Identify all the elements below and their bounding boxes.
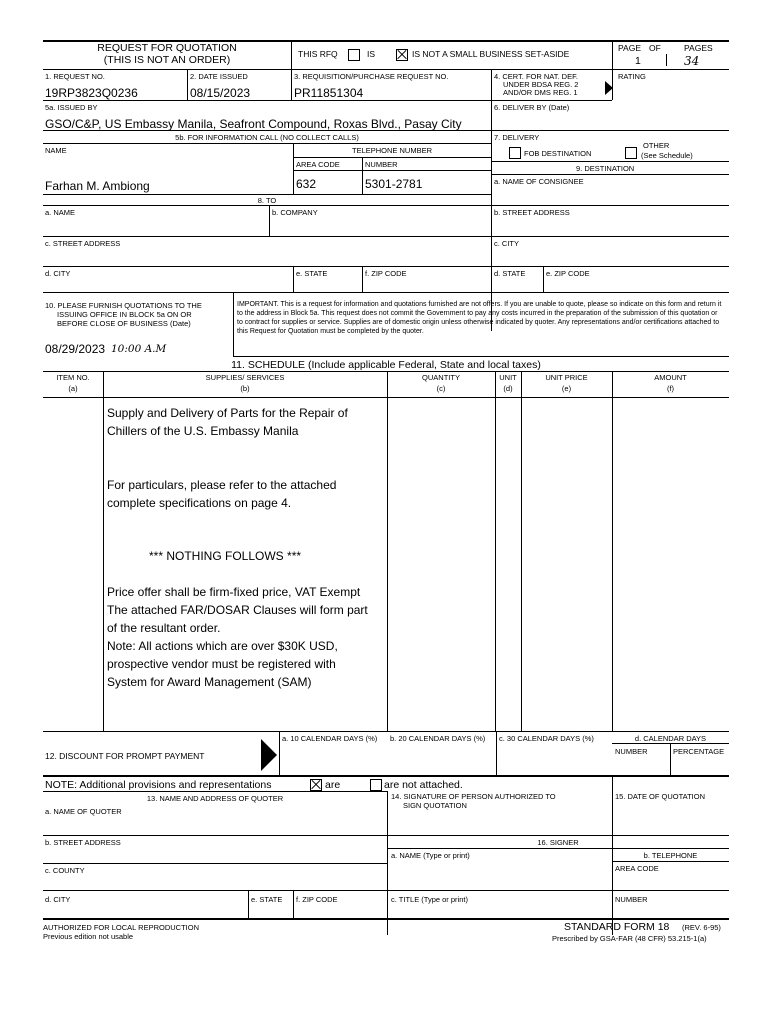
is-set-aside-checkbox[interactable] <box>348 49 360 61</box>
to-city-label: d. CITY <box>45 269 71 278</box>
signer-area-code-label: AREA CODE <box>615 864 659 873</box>
info-call-label: 5b. FOR INFORMATION CALL (NO COLLECT CALLS) <box>175 133 359 142</box>
pages-value: 34 <box>684 54 700 68</box>
area-code-value: 632 <box>296 177 317 191</box>
col-item-no-sub: (a) <box>68 384 78 393</box>
fob-destination-label: FOB DESTINATION <box>524 149 592 158</box>
delivery-label: 7. DELIVERY <box>494 133 540 142</box>
discount-arrow-icon <box>261 739 277 771</box>
schedule-line: prospective vendor must be registered with <box>107 657 336 671</box>
col-supplies-sub: (b) <box>240 384 250 393</box>
page-value: 1 <box>635 55 641 67</box>
fob-destination-checkbox[interactable] <box>509 147 521 159</box>
quote-due-time-handwritten: 10:00 A.M <box>111 343 167 355</box>
pages-label: PAGES <box>684 43 713 53</box>
discount-calendar-days: d. CALENDAR DAYS <box>634 734 707 743</box>
col-quantity: QUANTITY <box>422 373 460 382</box>
schedule-line: complete specifications on page 4. <box>107 496 292 510</box>
to-name-label: a. NAME <box>45 208 76 217</box>
to-label: 8. TO <box>257 196 277 205</box>
phone-number-value: 5301-2781 <box>365 177 423 191</box>
request-no-label: 1. REQUEST NO. <box>45 72 105 81</box>
consignee-state-label: d. STATE <box>494 269 526 278</box>
rfq-form <box>43 40 729 943</box>
furnish-label-line3: BEFORE CLOSE OF BUSINESS (Date) <box>57 319 191 328</box>
issued-by-value: GSO/C&P, US Embassy Manila, Seafront Compound, Roxas Blvd., Pasay City <box>45 117 462 131</box>
date-issued-label: 2. DATE ISSUED <box>190 72 248 81</box>
quoter-state-label: e. STATE <box>251 895 283 904</box>
signature-label-line2: SIGN QUOTATION <box>403 801 467 810</box>
footer-previous-edition: Previous edition not usable <box>43 932 134 941</box>
this-rfq-label: THIS RFQ <box>298 49 338 59</box>
provisions-are-not-checkbox[interactable] <box>370 779 382 791</box>
other-delivery-checkbox[interactable] <box>625 147 637 159</box>
col-unit-price: UNIT PRICE <box>545 373 588 382</box>
form-title-line2: (THIS IS NOT AN ORDER) <box>103 54 231 66</box>
col-amount-sub: (f) <box>666 384 675 393</box>
schedule-line: Chillers of the U.S. Embassy Manila <box>107 424 299 438</box>
rating-label: RATING <box>618 72 646 81</box>
col-unit-price-sub: (e) <box>561 384 572 393</box>
schedule-line: System for Award Management (SAM) <box>107 675 312 689</box>
other-label: OTHER <box>643 141 670 150</box>
schedule-title: 11. SCHEDULE (Include applicable Federal, State and local taxes) <box>231 359 541 371</box>
discount-30-days: c. 30 CALENDAR DAYS (%) <box>499 734 594 743</box>
issued-by-label: 5a. ISSUED BY <box>45 103 98 112</box>
schedule-line: The attached FAR/DOSAR Clauses will form part <box>107 603 368 617</box>
contact-name-value: Farhan M. Ambiong <box>45 179 150 193</box>
quoter-name-label: a. NAME OF QUOTER <box>45 807 122 816</box>
signer-title-label: c. TITLE (Type or print) <box>391 895 468 904</box>
quoter-zip-label: f. ZIP CODE <box>296 895 338 904</box>
footer-revision: (REV. 6-95) <box>682 923 721 932</box>
col-unit: UNIT <box>499 373 517 382</box>
provisions-are-not-label: are not attached. <box>384 779 463 791</box>
consignee-zip-label: e. ZIP CODE <box>546 269 590 278</box>
area-code-label: AREA CODE <box>296 160 340 169</box>
consignee-street-label: b. STREET ADDRESS <box>494 208 570 217</box>
is-not-set-aside-label: IS NOT A SMALL BUSINESS SET-ASIDE <box>412 49 570 59</box>
requisition-label: 3. REQUISITION/PURCHASE REQUEST NO. <box>294 72 449 81</box>
cert-label-line2: UNDER BDSA REG. 2 <box>503 80 579 89</box>
cert-label-line3: AND/OR DMS REG. 1 <box>503 88 578 97</box>
deliver-by-label: 6. DELIVER BY (Date) <box>494 103 570 112</box>
col-supplies: SUPPLIES/ SERVICES <box>205 373 285 382</box>
nothing-follows: *** NOTHING FOLLOWS *** <box>149 549 302 563</box>
note-text: NOTE: Additional provisions and representations <box>45 779 272 791</box>
see-schedule-label: (See Schedule) <box>641 151 693 160</box>
discount-20-days: b. 20 CALENDAR DAYS (%) <box>390 734 486 743</box>
schedule-line: of the resultant order. <box>107 621 221 635</box>
provisions-are-checkbox[interactable] <box>310 779 322 791</box>
footer-authorized: AUTHORIZED FOR LOCAL REPRODUCTION <box>43 923 199 932</box>
footer-form-name: STANDARD FORM 18 <box>564 921 670 933</box>
form-title-line1: REQUEST FOR QUOTATION <box>97 42 237 54</box>
quotation-date-label: 15. DATE OF QUOTATION <box>615 792 706 801</box>
quoter-street-label: b. STREET ADDRESS <box>45 838 121 847</box>
is-not-set-aside-checkbox[interactable] <box>396 49 408 61</box>
schedule-line: Note: All actions which are over $30K USD, <box>107 639 338 653</box>
to-company-label: b. COMPANY <box>272 208 318 217</box>
discount-10-days: a. 10 CALENDAR DAYS (%) <box>282 734 378 743</box>
quote-due-date: 08/29/2023 <box>45 342 106 356</box>
signer-name-label: a. NAME (Type or print) <box>391 851 470 860</box>
important-notice: IMPORTANT. This is a request for information and quotations furnished are not offers. If you are unable to quote, please so indicate on this form and return it to the address in Block 5a. This request does not commit the Government to pay any costs incurred in the preparation of the submission of this quotation or to contract for supplies or service. Supplies are of domestic origin unless otherwise indicated by quoter. Any representations and/or certifications attached to this Request for Quotation must be completed by the quoter. <box>237 301 722 336</box>
col-unit-sub: (d) <box>503 384 513 393</box>
schedule-line: Supply and Delivery of Parts for the Repair of <box>107 406 348 420</box>
quoter-address-label: 13. NAME AND ADDRESS OF QUOTER <box>146 794 284 803</box>
consignee-city-label: c. CITY <box>494 239 520 248</box>
col-item-no: ITEM NO. <box>56 373 90 382</box>
of-label: OF <box>649 43 661 53</box>
destination-label: 9. DESTINATION <box>576 164 635 173</box>
furnish-label-line2: ISSUING OFFICE IN BLOCK 5a ON OR <box>57 310 192 319</box>
is-label: IS <box>367 49 376 59</box>
to-state-label: e. STATE <box>296 269 328 278</box>
signer-number-label: NUMBER <box>615 895 648 904</box>
date-issued-value: 08/15/2023 <box>190 86 251 100</box>
furnish-label-line1: 10. PLEASE FURNISH QUOTATIONS TO THE <box>45 301 202 310</box>
cert-arrow-icon <box>605 81 613 95</box>
cert-label-line1: 4. CERT. FOR NAT. DEF. <box>494 72 578 81</box>
discount-number-label: NUMBER <box>615 747 648 756</box>
to-street-label: c. STREET ADDRESS <box>45 239 121 248</box>
requisition-value: PR11851304 <box>294 86 364 100</box>
quoter-county-label: c. COUNTY <box>45 866 85 875</box>
contact-name-label: NAME <box>45 146 67 155</box>
discount-label: 12. DISCOUNT FOR PROMPT PAYMENT <box>45 751 205 761</box>
to-zip-label: f. ZIP CODE <box>365 269 407 278</box>
discount-percentage-label: PERCENTAGE <box>673 747 725 756</box>
col-amount: AMOUNT <box>654 373 687 382</box>
provisions-are-label: are <box>325 779 341 791</box>
schedule-line: Price offer shall be firm-fixed price, VAT Exempt <box>107 585 361 599</box>
col-quantity-sub: (c) <box>436 384 446 393</box>
phone-number-label: NUMBER <box>365 160 398 169</box>
signer-telephone-label: b. TELEPHONE <box>643 851 698 860</box>
signature-label-line1: 14. SIGNATURE OF PERSON AUTHORIZED TO <box>391 792 556 801</box>
telephone-label: TELEPHONE NUMBER <box>351 146 432 155</box>
signer-label: 16. SIGNER <box>537 838 579 847</box>
schedule-line: For particulars, please refer to the attached <box>107 478 337 492</box>
consignee-label: a. NAME OF CONSIGNEE <box>494 177 584 186</box>
page-label: PAGE <box>618 43 641 53</box>
footer-prescribed: Prescribed by GSA-FAR (48 CFR) 53.215-1(a) <box>552 934 707 943</box>
quoter-city-label: d. CITY <box>45 895 71 904</box>
request-no-value: 19RP3823Q0236 <box>45 86 138 100</box>
